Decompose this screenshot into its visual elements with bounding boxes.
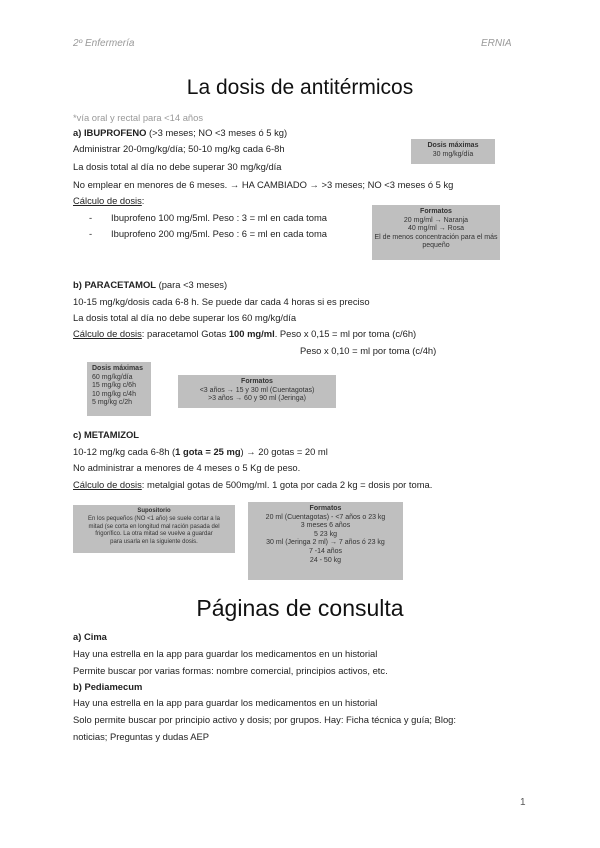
paracetamol-heading-bold: b) PARACETAMOL: [73, 279, 156, 290]
box-line: 30 ml (Jeringa 2 ml) → 7 años ó 23 kg: [266, 539, 385, 547]
cima-line1: Hay una estrella en la app para guardar los medicamentos en un historial: [73, 648, 378, 659]
metamizol-line2: No administrar a menores de 4 meses o 5 Kg de peso.: [73, 462, 301, 473]
ibuprofeno-calc2-text: Ibuprofeno 200 mg/5ml. Peso : 6 = ml en cada toma: [111, 228, 328, 239]
metamizol-line1-pre: 10-12 mg/kg cada 6-8h (: [73, 446, 176, 457]
box-line: <3 años → 15 y 30 ml (Cuentagotas): [199, 386, 315, 394]
calc-colon: :: [141, 195, 145, 206]
box-title: Dosis máximas: [92, 365, 143, 372]
box-title: Formatos: [309, 505, 342, 512]
page-title: La dosis de antitérmicos: [186, 76, 414, 99]
box-line: 24 - 50 kg: [309, 556, 342, 564]
box-line: mitad (se corta en longitud mal ración pasada del: [88, 523, 220, 530]
box-line: 5 mg/kg c/2h: [92, 399, 133, 407]
box-title: Formatos: [241, 378, 273, 385]
pediamecum-line1: Hay una estrella en la app para guardar los medicamentos en un historial: [73, 697, 378, 708]
metamizol-line1-post: ) → 20 gotas = 20 ml: [240, 446, 328, 457]
ibuprofeno-line3: No emplear en menores de 6 meses. → HA CAMBIADO → >3 meses; NO <3 meses ó 5 kg: [73, 179, 454, 190]
cima-line2: Permite buscar por varias formas: nombre comercial, principios activos, etc.: [73, 665, 388, 676]
metamizol-heading: c) METAMIZOL: [73, 429, 139, 440]
ibuprofeno-line1: Administrar 20-0mg/kg/día; 50-10 mg/kg cada 6-8h: [73, 143, 285, 154]
list-dash: -: [89, 212, 93, 223]
pediamecum-line2: Solo permite buscar por principio activo y dosis; por grupos. Hay: Ficha técnica y guía; Blog:: [73, 714, 456, 725]
box-line: pequeño: [422, 242, 450, 250]
ibuprofeno-calc1: [89, 212, 328, 224]
ibuprofeno-calc2: [89, 228, 328, 240]
metamizol-line1-bold: 1 gota = 25 mg: [175, 446, 241, 457]
ibuprofeno-heading-rest: (>3 meses; NO <3 meses ó 5 kg): [146, 127, 288, 138]
paracetamol-calc-post: . Peso x 0,15 = ml por toma (c/6h): [274, 328, 417, 339]
box-line: frigorífico. La otra mitad se vuelve a guardar: [95, 531, 213, 538]
box-line: 10 mg/kg c/4h: [92, 390, 136, 398]
pediamecum-line3: noticias; Preguntas y dudas AEP: [73, 731, 210, 742]
ibuprofeno-dosis-max-box: [411, 139, 495, 164]
metamizol-line1: [73, 446, 328, 458]
paracetamol-formatos-box: [178, 375, 336, 408]
box-title: Dosis máximas: [427, 142, 479, 149]
box-line: 7 -14 años: [308, 547, 343, 555]
ibuprofeno-formatos-box: [372, 205, 500, 260]
box-title: Formatos: [420, 208, 452, 215]
paracetamol-heading-rest: (para <3 meses): [155, 279, 228, 290]
paracetamol-calc: [73, 328, 416, 340]
ibuprofeno-calc1-text: Ibuprofeno 100 mg/5ml. Peso : 3 = ml en cada toma: [111, 212, 328, 223]
box-line: 15 mg/kg c/6h: [92, 382, 136, 390]
box-line: 30 mg/kg/día: [432, 150, 474, 158]
box-line: 40 mg/ml → Rosa: [407, 225, 465, 233]
paracetamol-calc-pre: : paracetamol Gotas: [141, 328, 229, 339]
metamizol-calc-rest: : metalgial gotas de 500mg/ml. 1 gota por cada 2 kg = dosis por toma.: [141, 479, 433, 490]
box-line: 20 mg/ml → Naranja: [403, 216, 469, 224]
paracetamol-dosis-max-box: [87, 362, 151, 416]
cima-heading: a) Cima: [73, 631, 107, 642]
box-line: 3 meses 6 años: [300, 522, 351, 530]
paracetamol-heading: [73, 279, 227, 291]
box-line: 60 mg/kg/día: [92, 373, 133, 381]
calc-label: Cálculo de dosis: [73, 479, 142, 490]
metamizol-formatos-box: [248, 502, 403, 580]
route-note: *vía oral y rectal para <14 años: [73, 112, 204, 123]
paracetamol-line1: 10-15 mg/kg/dosis cada 6-8 h. Se puede dar cada 4 horas si es preciso: [73, 296, 370, 307]
ibuprofeno-line2: La dosis total al día no debe superar 30 mg/kg/día: [73, 161, 282, 172]
ibuprofeno-heading-bold: a) IBUPROFENO: [73, 127, 147, 138]
box-line: para usarla en la siguiente dosis.: [110, 539, 198, 546]
ibuprofeno-heading: [73, 127, 287, 139]
paracetamol-calc2: Peso x 0,10 = ml por toma (c/4h): [300, 345, 437, 356]
calc-label: Cálculo de dosis: [73, 195, 142, 206]
box-line: El de menos concentración para el más: [374, 233, 498, 241]
header-right: ERNIA: [481, 38, 512, 49]
box-line: 5 23 kg: [314, 530, 337, 538]
box-line: >3 años → 60 y 90 ml (Jeringa): [208, 395, 306, 403]
page-number: 1: [520, 797, 526, 808]
header-left: 2º Enfermería: [73, 38, 135, 49]
list-dash: -: [89, 228, 93, 239]
metamizol-supositorio-box: [73, 505, 235, 553]
section-title: Páginas de consulta: [196, 595, 404, 621]
metamizol-calc: [73, 479, 432, 491]
paracetamol-calc-bold: 100 mg/ml: [228, 328, 275, 339]
calc-label: Cálculo de dosis: [73, 328, 142, 339]
box-line: 20 ml (Cuentagotas) - <7 años o 23 kg: [265, 513, 386, 521]
box-line: En los pequeños (NO <1 año) se suele cortar a la: [88, 515, 220, 522]
paracetamol-line2: La dosis total al día no debe superar los 60 mg/kg/día: [73, 312, 297, 323]
pediamecum-heading: b) Pediamecum: [73, 681, 143, 692]
box-title: Supositorio: [137, 508, 171, 514]
ibuprofeno-calc-label: [73, 195, 144, 207]
